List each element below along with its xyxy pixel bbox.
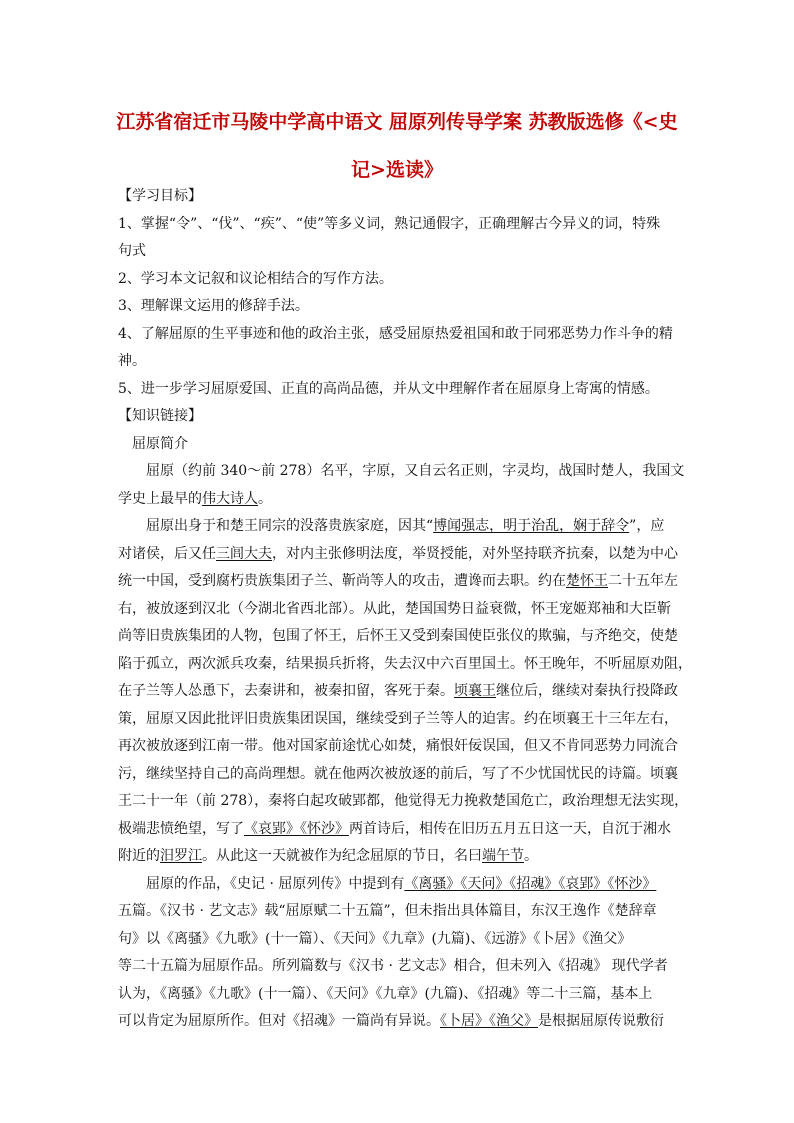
para3-line: 认为，《离骚》《九歌》(十一篇）、《天问》《九章》(九篇)、《招魂》等二十三篇，基本上 [118,985,653,1002]
underlined-term: 《离骚》《天问》《招魂》《哀郢》《怀沙》 [404,875,657,892]
underlined-term: 《卜居》《渔父》 [440,1013,538,1029]
objective-item: 1、掌握“令”、“伐”、“疾”、“使”等多义词，熟记通假字，正确理解古今异义的词，特殊 [118,215,661,232]
para2-line: 尚等旧贵族集团的人物，包围了怀王，后怀王又受到秦国使臣张仪的欺骗，与齐绝交，使楚 [118,628,678,644]
text-span: 学史上最早的 [118,490,202,507]
underlined-term: 楚怀王 [566,573,608,589]
objective-item: 神。 [118,353,146,369]
para3-line: 句》以《离骚》《九歌》(十一篇）、《天问》《九章》(九篇)、《远游》《卜居》《渔父》 [118,930,632,947]
title-line-2: 记>选读》 [351,159,443,181]
para3-line [118,1008,680,1036]
underlined-term: 伟大诗人 [202,490,258,507]
para3-line: 五篇。《汉书 · 艺文志》载“屈原赋二十五篇”，但未指出具体篇目，东汉王逸作《楚辞章 [118,903,657,919]
objectives-heading: 【学习目标】 [118,188,202,204]
text-span: 二十五年左 [608,573,678,589]
objective-item: 句式 [118,243,146,259]
para2-line: 策，屈原又因此批评旧贵族集团误国，继续受到子兰等人的迫害。约在顷襄王十三年左右， [118,710,678,727]
para2-line [118,568,680,596]
document-body [118,183,692,1036]
para3-line [118,871,680,899]
objective-item: 5、进一步学习屈原爱国、正直的高尚品德，并从文中理解作者在屈原身上寄寓的情感。 [118,380,659,397]
para1-line: 屈原（约前 340～前 278）名平，字原，又自云名正则，字灵均，战国时楚人，我国文 [146,463,685,479]
text-span: ”，应 [629,518,665,534]
objective-item: 2、学习本文记叙和议论相结合的写作方法。 [118,270,393,287]
text-span: ，对内主张修明法度，举贤授能，对外坚持联齐抗秦，以楚为中心 [272,545,678,562]
text-span: 极端悲愤绝望，写了 [118,820,244,837]
underlined-term: 汨罗江 [160,848,202,864]
para2-line [118,678,680,706]
objective-item: 4、了解屈原的生平事迹和他的政治主张，感受屈原热爱祖国和敢于同邪恶势力作斗争的精 [118,325,673,342]
objective-item: 3、理解课文运用的修辞手法。 [118,298,309,314]
text-span: 。 [258,490,272,507]
text-span: 可以肯定为屈原所作。但对《招魂》一篇尚有异说。 [118,1013,440,1029]
para2-line: 污，继续坚持自己的高尚理想。就在他两次被放逐的前后，写了不少忧国忧民的诗篇。顷襄 [118,765,678,782]
text-span: 是根据屈原传说敷衍 [538,1013,664,1029]
text-span: 。从此这一天就被作为纪念屈原的节日，名曰 [202,848,482,864]
underlined-term: 《哀郢》《怀沙》 [244,820,349,837]
document-title [100,98,694,194]
para2-line: 王二十一年（前 278），秦将白起攻破郢都，他觉得无力挽救楚国危亡，政治理想无法实现， [118,793,689,809]
para3-line: 等二十五篇为屈原作品。所列篇数与《汉书 · 艺文志》相合，但未列入《招魂》 现代学者 [118,958,668,974]
para1-line [118,486,680,514]
text-span: 。 [524,848,538,864]
underlined-term: 端午节 [482,848,524,864]
underlined-term: 三闾大夫 [216,545,272,562]
para2-line [118,816,680,844]
para2-line [118,541,680,569]
text-span: 对诸侯，后又任 [118,545,216,562]
text-span: 屈原的作品，《史记 · 屈原列传》中提到有 [146,875,405,892]
para2-line [118,513,680,541]
title-line-1: 江苏省宿迁市马陵中学高中语文 屈原列传导学案 苏教版选修《<史 [116,111,678,133]
text-span: 在子兰等人怂恿下，去秦讲和，被秦扣留，客死于秦。 [118,683,454,699]
para2-line [118,843,680,871]
para2-line: 再次被放逐到江南一带。他对国家前途忧心如焚，痛恨奸佞误国，但又不肯同恶势力同流合 [118,738,678,754]
text-span: 继位后，继续对秦执行投降政 [496,683,678,699]
text-span: 屈原出身于和楚王同宗的没落贵族家庭，因其“ [146,518,434,534]
links-heading: 【知识链接】 [118,408,202,424]
para2-line: 右，被放逐到汉北（今湖北省西北部）。从此，楚国国势日益衰微，怀王宠姬郑袖和大臣靳 [118,600,671,617]
text-span: 两首诗后，相传在旧历五月五日这一天，自沉于湘水 [349,820,671,837]
text-span: 统一中国，受到腐朽贵族集团子兰、靳尚等人的攻击，遭谗而去职。约在 [118,573,566,589]
text-span: 附近的 [118,848,160,864]
para2-line: 陷于孤立，两次派兵攻秦，结果损兵折将，失去汉中六百里国土。怀王晚年，不听屈原劝阻， [118,655,692,672]
underlined-term: 顷襄王 [454,683,496,699]
underlined-term: 博闻强志，明于治乱，娴于辞令 [433,518,630,534]
intro-heading: 屈原简介 [132,435,188,452]
